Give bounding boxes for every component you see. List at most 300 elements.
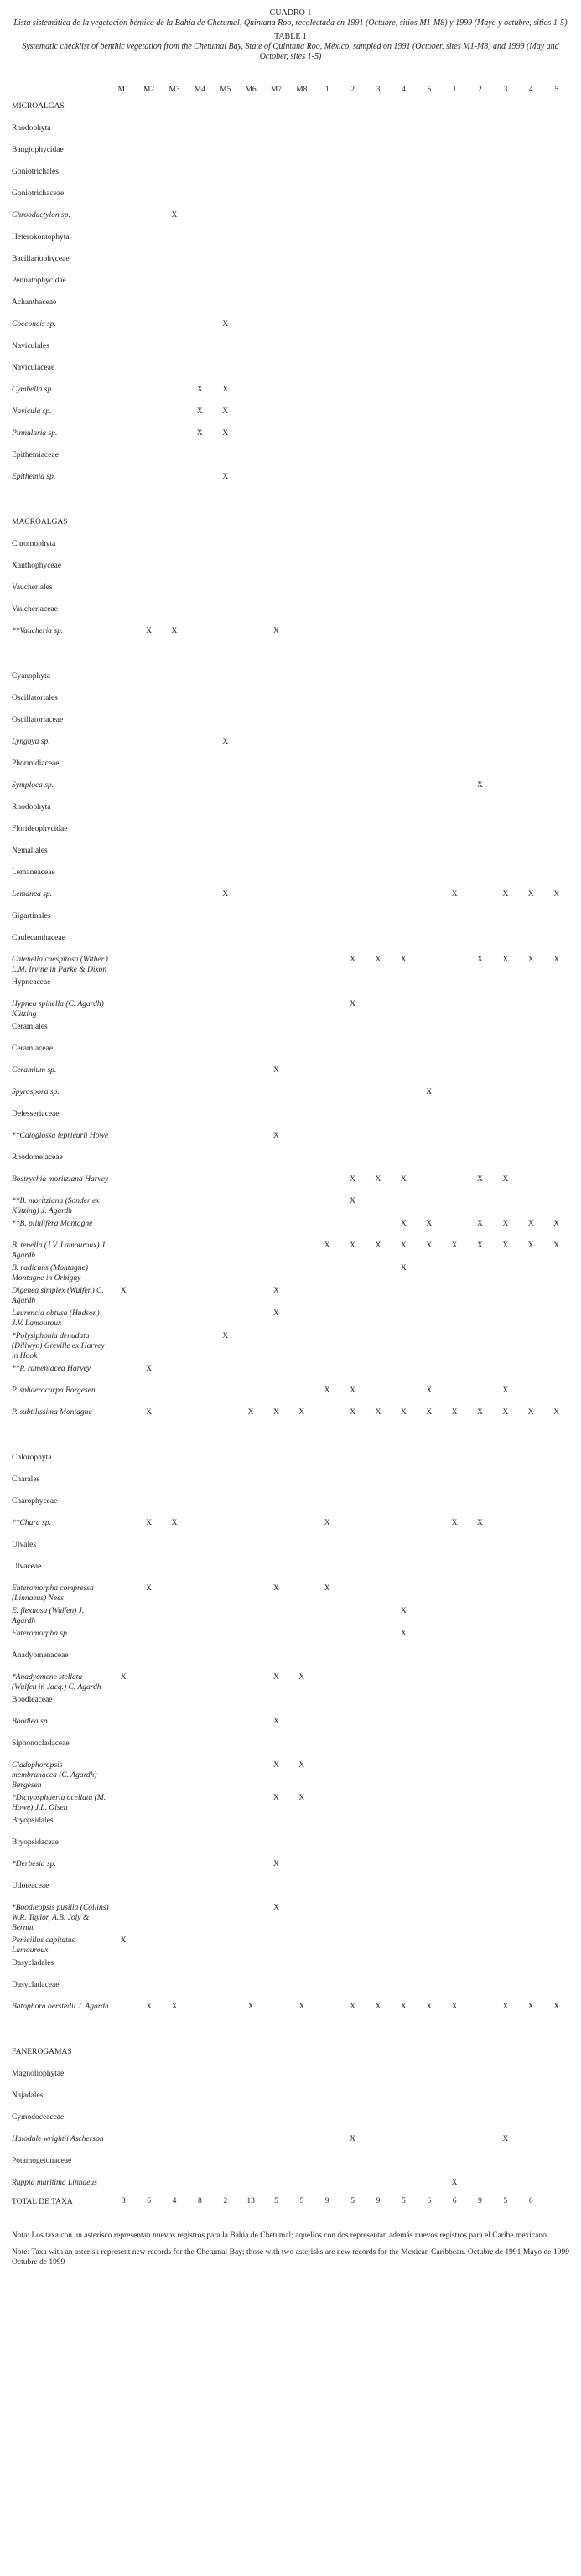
presence-cell <box>314 2154 340 2175</box>
presence-cell <box>417 1626 442 1648</box>
presence-cell <box>518 865 543 887</box>
presence-cell <box>238 691 263 713</box>
presence-cell <box>366 1933 391 1956</box>
presence-cell <box>467 1194 492 1216</box>
presence-cell <box>213 186 238 208</box>
table-row <box>12 143 569 164</box>
column-header: 4 <box>528 86 533 94</box>
presence-cell <box>366 208 391 230</box>
presence-cell <box>366 734 391 756</box>
presence-cell <box>493 930 518 952</box>
presence-cell <box>417 1900 442 1933</box>
presence-cell <box>543 580 569 602</box>
presence-cell <box>417 997 442 1019</box>
presence-cell <box>314 1361 340 1383</box>
presence-cell <box>187 1933 212 1956</box>
presence-cell <box>518 1626 543 1648</box>
presence-cell <box>391 887 416 909</box>
presence-cell <box>238 2066 263 2088</box>
table-row <box>12 975 569 997</box>
presence-cell <box>289 1261 314 1283</box>
presence-cell <box>187 1194 212 1216</box>
presence-cell <box>518 295 543 317</box>
presence-cell <box>493 1648 518 1670</box>
taxon-name: Hypnea spinella (C. Agardh) Kützing <box>12 1000 104 1018</box>
presence-cell <box>263 580 288 602</box>
presence-cell <box>391 2175 416 2197</box>
presence-cell <box>111 1306 136 1329</box>
presence-cell <box>263 1559 288 1581</box>
presence-cell <box>289 426 314 448</box>
table-row <box>12 713 569 734</box>
taxon-name: Cyanophyta <box>12 672 50 681</box>
presence-cell <box>417 822 442 843</box>
presence-cell <box>391 1648 416 1670</box>
table-body <box>12 99 569 2217</box>
column-header: M1 <box>117 86 129 94</box>
presence-cell <box>314 843 340 865</box>
presence-cell <box>111 515 136 536</box>
presence-cell <box>518 756 543 778</box>
presence-cell <box>213 1933 238 1956</box>
presence-cell <box>366 1604 391 1626</box>
presence-cell <box>111 1450 136 1472</box>
presence-cell <box>314 2088 340 2110</box>
presence-cell <box>213 800 238 822</box>
column-header: 5 <box>427 86 432 94</box>
presence-cell <box>111 1063 136 1085</box>
presence-cell <box>289 251 314 273</box>
presence-cell <box>442 404 467 426</box>
presence-cell <box>213 1879 238 1900</box>
presence-cell <box>187 887 212 909</box>
presence-cell <box>238 1791 263 1813</box>
presence-cell <box>111 778 136 800</box>
presence-cell <box>366 2154 391 2175</box>
presence-cell <box>314 1494 340 1516</box>
taxon-name: Xanthophyceae <box>12 562 62 570</box>
table-row <box>12 1172 569 1194</box>
taxon-name: Charales <box>12 1475 40 1484</box>
presence-cell <box>518 2132 543 2154</box>
presence-cell <box>162 186 187 208</box>
presence-cell <box>417 404 442 426</box>
presence-cell: X <box>247 1408 254 1417</box>
presence-cell <box>213 1736 238 1758</box>
taxon-name: Enteromorpha sp. <box>12 1630 70 1638</box>
presence-cell <box>111 1216 136 1238</box>
presence-cell <box>314 426 340 448</box>
taxon-name: Symploca sp. <box>12 781 54 790</box>
presence-cell <box>314 887 340 909</box>
presence-cell <box>417 1977 442 1999</box>
presence-cell <box>391 1128 416 1150</box>
presence-cell <box>467 1857 492 1879</box>
presence-cell <box>238 669 263 691</box>
presence-cell <box>213 778 238 800</box>
presence-cell <box>213 536 238 558</box>
presence-cell <box>340 360 365 382</box>
presence-cell <box>391 2110 416 2132</box>
presence-cell <box>340 602 365 624</box>
table-row <box>12 1692 569 1714</box>
presence-cell <box>518 1283 543 1306</box>
presence-cell <box>111 1405 136 1427</box>
presence-cell <box>111 930 136 952</box>
presence-cell: X <box>120 1673 127 1682</box>
presence-cell <box>289 1041 314 1063</box>
presence-cell <box>543 1085 569 1107</box>
presence-cell <box>136 1019 161 1041</box>
presence-cell <box>314 1172 340 1194</box>
presence-cell <box>238 339 263 360</box>
presence-cell: X <box>553 890 560 899</box>
presence-cell <box>467 230 492 251</box>
presence-cell <box>442 669 467 691</box>
presence-cell <box>314 99 340 121</box>
table-row <box>12 295 569 317</box>
table-row <box>12 382 569 404</box>
presence-cell <box>162 448 187 469</box>
presence-cell <box>263 2045 288 2066</box>
presence-cell <box>162 1405 187 1427</box>
presence-cell <box>493 251 518 273</box>
presence-cell: X <box>426 1088 433 1096</box>
presence-cell <box>213 121 238 143</box>
presence-cell <box>187 1714 212 1736</box>
presence-cell: X <box>400 1607 407 1615</box>
presence-cell <box>366 1581 391 1604</box>
presence-cell <box>263 887 288 909</box>
presence-cell <box>442 2132 467 2154</box>
presence-cell <box>238 756 263 778</box>
presence-cell <box>263 2066 288 2088</box>
presence-cell <box>442 1306 467 1329</box>
table-row <box>12 1900 569 1933</box>
presence-cell <box>289 843 314 865</box>
presence-cell <box>314 997 340 1019</box>
presence-cell: X <box>400 1220 407 1228</box>
presence-cell <box>213 1472 238 1494</box>
presence-cell <box>467 121 492 143</box>
presence-cell <box>493 1194 518 1216</box>
table-row <box>12 251 569 273</box>
presence-cell <box>111 1857 136 1879</box>
presence-cell <box>136 1604 161 1626</box>
presence-cell <box>162 558 187 580</box>
presence-cell <box>162 602 187 624</box>
presence-cell <box>289 1494 314 1516</box>
presence-cell: X <box>451 1519 458 1527</box>
presence-cell <box>442 2045 467 2066</box>
taxon-name: Lyngbya sp. <box>12 738 50 746</box>
presence-cell <box>187 997 212 1019</box>
presence-cell <box>187 580 212 602</box>
presence-cell <box>442 208 467 230</box>
presence-cell <box>111 1736 136 1758</box>
presence-cell <box>340 1857 365 1879</box>
presence-cell <box>289 164 314 186</box>
presence-cell <box>543 1736 569 1758</box>
presence-cell <box>213 1670 238 1692</box>
presence-cell <box>442 2154 467 2175</box>
presence-cell: X <box>324 1519 330 1527</box>
presence-cell <box>543 602 569 624</box>
table-row <box>12 317 569 339</box>
presence-cell: X <box>350 2003 355 2011</box>
presence-cell <box>366 558 391 580</box>
presence-cell <box>442 273 467 295</box>
presence-cell <box>543 1692 569 1714</box>
presence-cell <box>442 1835 467 1857</box>
presence-cell <box>391 909 416 930</box>
presence-cell <box>314 1306 340 1329</box>
presence-cell <box>314 1626 340 1648</box>
presence-cell <box>162 1019 187 1041</box>
presence-cell <box>238 1516 263 1537</box>
presence-cell <box>213 2066 238 2088</box>
presence-cell <box>467 624 492 645</box>
total-value: 9 <box>324 2197 329 2205</box>
presence-cell <box>442 1329 467 1361</box>
presence-cell <box>314 580 340 602</box>
presence-cell <box>493 273 518 295</box>
presence-cell <box>162 1450 187 1472</box>
presence-cell <box>442 909 467 930</box>
presence-cell <box>289 208 314 230</box>
total-value: 6 <box>147 2197 151 2205</box>
presence-cell <box>493 2066 518 2088</box>
presence-cell <box>162 1900 187 1933</box>
presence-cell: X <box>298 1761 305 1770</box>
presence-cell <box>340 186 365 208</box>
presence-cell <box>543 2066 569 2088</box>
presence-cell <box>493 2045 518 2066</box>
table-row <box>12 99 569 121</box>
presence-cell <box>238 1494 263 1516</box>
presence-cell <box>543 143 569 164</box>
presence-cell <box>391 624 416 645</box>
presence-cell <box>467 1128 492 1150</box>
presence-cell <box>340 1107 365 1128</box>
presence-cell <box>340 843 365 865</box>
presence-cell <box>442 1581 467 1604</box>
presence-cell <box>111 230 136 251</box>
presence-cell <box>442 1107 467 1128</box>
presence-cell <box>340 1559 365 1581</box>
presence-cell <box>263 1238 288 1261</box>
presence-cell <box>518 843 543 865</box>
presence-cell <box>162 164 187 186</box>
presence-cell: X <box>375 956 381 964</box>
presence-cell <box>442 1933 467 1956</box>
total-value: 5 <box>274 2197 278 2205</box>
presence-cell <box>417 426 442 448</box>
presence-cell <box>340 208 365 230</box>
presence-cell <box>366 602 391 624</box>
presence-cell: X <box>273 1860 279 1869</box>
presence-cell <box>289 1306 314 1329</box>
table-row <box>12 469 569 491</box>
presence-cell <box>136 99 161 121</box>
presence-cell <box>213 1085 238 1107</box>
presence-cell <box>213 295 238 317</box>
table-row <box>12 1041 569 1063</box>
presence-cell <box>263 382 288 404</box>
presence-cell <box>493 558 518 580</box>
presence-cell <box>366 1857 391 1879</box>
taxon-name: Naviculaceae <box>12 364 55 372</box>
table-row <box>12 952 569 975</box>
presence-cell <box>417 536 442 558</box>
presence-cell <box>417 1516 442 1537</box>
presence-cell <box>314 121 340 143</box>
presence-cell: X <box>477 1241 483 1250</box>
presence-cell <box>518 1879 543 1900</box>
presence-cell <box>213 230 238 251</box>
presence-cell <box>289 230 314 251</box>
presence-cell <box>238 2088 263 2110</box>
presence-cell <box>442 997 467 1019</box>
presence-cell: X <box>273 1794 279 1802</box>
presence-cell <box>417 1472 442 1494</box>
presence-cell <box>366 580 391 602</box>
presence-cell <box>543 99 569 121</box>
presence-cell <box>543 1128 569 1150</box>
presence-cell <box>162 669 187 691</box>
presence-cell <box>442 734 467 756</box>
column-header: M5 <box>220 86 231 94</box>
presence-cell <box>136 317 161 339</box>
presence-cell <box>136 1933 161 1956</box>
presence-cell <box>162 1063 187 1085</box>
presence-cell <box>493 1956 518 1977</box>
presence-cell <box>238 1648 263 1670</box>
presence-cell <box>187 1736 212 1758</box>
presence-cell <box>263 558 288 580</box>
presence-cell <box>417 1019 442 1041</box>
presence-cell <box>187 2110 212 2132</box>
taxon-name: Cymodoceaceae <box>12 2113 65 2122</box>
presence-cell <box>289 1933 314 1956</box>
column-header: M8 <box>296 86 308 94</box>
presence-cell <box>111 382 136 404</box>
presence-cell <box>543 2088 569 2110</box>
presence-cell <box>391 2132 416 2154</box>
presence-cell <box>289 1172 314 1194</box>
presence-cell <box>263 822 288 843</box>
presence-cell <box>518 1361 543 1383</box>
presence-cell <box>543 1494 569 1516</box>
presence-cell <box>518 2154 543 2175</box>
presence-cell <box>442 1692 467 1714</box>
presence-cell <box>213 1900 238 1933</box>
presence-cell <box>493 800 518 822</box>
presence-cell <box>493 1813 518 1835</box>
taxon-name: FANEROGAMAS <box>12 2048 72 2056</box>
presence-cell <box>518 2088 543 2110</box>
presence-cell <box>340 1150 365 1172</box>
presence-cell <box>238 1172 263 1194</box>
presence-cell <box>366 1516 391 1537</box>
presence-cell <box>518 1692 543 1714</box>
table-row <box>12 624 569 645</box>
presence-cell <box>263 2132 288 2154</box>
taxon-name: Epithemiaceae <box>12 451 59 459</box>
presence-cell <box>340 1085 365 1107</box>
presence-cell: X <box>196 386 203 394</box>
presence-cell <box>263 536 288 558</box>
presence-cell <box>289 1107 314 1128</box>
presence-cell <box>314 691 340 713</box>
presence-cell <box>187 1857 212 1879</box>
presence-cell <box>391 164 416 186</box>
presence-cell <box>289 1977 314 1999</box>
presence-cell <box>289 2066 314 2088</box>
presence-cell <box>136 2088 161 2110</box>
presence-cell <box>391 1516 416 1537</box>
presence-cell <box>111 1758 136 1791</box>
taxon-name: P. sphaerocarpa Borgesen <box>12 1386 96 1395</box>
presence-cell <box>213 624 238 645</box>
presence-cell <box>213 2110 238 2132</box>
presence-cell <box>467 1791 492 1813</box>
presence-cell <box>366 426 391 448</box>
presence-cell <box>111 1537 136 1559</box>
presence-cell: X <box>477 781 483 790</box>
presence-cell <box>391 865 416 887</box>
presence-cell <box>263 426 288 448</box>
presence-cell <box>493 1150 518 1172</box>
taxon-name: Ceramium sp. <box>12 1066 57 1075</box>
taxon-name: Cladophoropsis membranacea (C. Agardh) Børgesen <box>12 1761 97 1790</box>
presence-cell <box>111 1977 136 1999</box>
presence-cell <box>493 691 518 713</box>
presence-cell <box>263 1879 288 1900</box>
taxon-name: Najadales <box>12 2091 44 2100</box>
presence-cell <box>467 1261 492 1283</box>
presence-cell <box>467 975 492 997</box>
presence-cell <box>493 469 518 491</box>
presence-cell <box>187 1956 212 1977</box>
presence-cell <box>543 1383 569 1405</box>
presence-cell <box>518 2175 543 2197</box>
presence-cell: X <box>298 2003 305 2011</box>
presence-cell <box>263 778 288 800</box>
presence-cell <box>467 164 492 186</box>
presence-cell <box>111 2088 136 2110</box>
presence-cell <box>493 2110 518 2132</box>
presence-cell <box>314 1758 340 1791</box>
presence-cell <box>187 317 212 339</box>
presence-cell <box>213 164 238 186</box>
presence-cell <box>417 1306 442 1329</box>
presence-cell <box>162 691 187 713</box>
presence-cell <box>263 756 288 778</box>
presence-cell <box>417 1648 442 1670</box>
presence-cell <box>187 1063 212 1085</box>
presence-cell <box>289 382 314 404</box>
presence-cell <box>136 2154 161 2175</box>
presence-cell <box>111 164 136 186</box>
presence-cell: X <box>400 1241 407 1250</box>
presence-cell <box>111 1261 136 1283</box>
presence-cell <box>442 1559 467 1581</box>
presence-cell <box>340 1283 365 1306</box>
presence-cell <box>340 1063 365 1085</box>
presence-cell <box>187 1494 212 1516</box>
presence-cell <box>366 1041 391 1063</box>
